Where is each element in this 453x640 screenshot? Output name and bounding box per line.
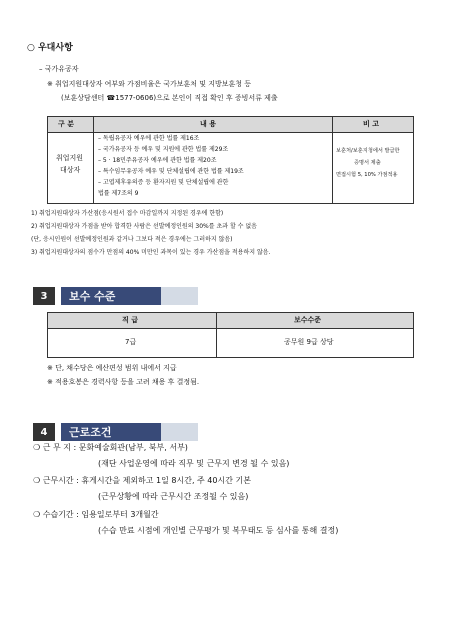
section-title-bar bbox=[161, 287, 198, 305]
table-header-category: 구 분 bbox=[58, 120, 74, 128]
grade-cell: 7급 bbox=[125, 338, 137, 346]
section-number: 3 bbox=[33, 287, 55, 305]
table-header-row bbox=[48, 313, 413, 329]
work-hours-item: ❍ 근무시간 : 휴게시간을 제외하고 1일 8시간, 주 40시간 기본 bbox=[33, 476, 251, 485]
preferential-note-line-2: (보훈상담센터 ☎1577-0606)으로 본인이 직접 확인 후 증빙서류 제출 bbox=[61, 94, 278, 102]
table-header-row bbox=[48, 117, 413, 133]
workplace-detail: (재단 사업운영에 따라 직무 및 근무지 변경 될 수 있음) bbox=[98, 459, 290, 468]
pay-note: ※ 단, 채수당은 예산편성 범위 내에서 지급 bbox=[47, 364, 177, 372]
table-header-remarks: 비 고 bbox=[363, 120, 379, 128]
footnote: 2) 취업지원대상자 가점을 받아 합격한 사람은 선발예정인원의 30%를 초과 할 수 없음 bbox=[31, 223, 257, 230]
table-divider bbox=[332, 117, 333, 203]
remark-line: 보훈처/보훈지청에서 발급한 bbox=[336, 148, 400, 154]
table-header-pay: 보수수준 bbox=[294, 316, 322, 324]
workplace-item: ❍ 근 무 지 : 문화예술회관(남부, 북부, 서부) bbox=[33, 443, 188, 452]
section-number: 4 bbox=[33, 423, 55, 441]
pay-note: ※ 적용호봉은 경력사항 등을 고려 채용 후 결정됨. bbox=[47, 378, 200, 386]
table-header-content: 내 용 bbox=[200, 120, 216, 128]
pay-table bbox=[47, 312, 414, 358]
pay-cell: 공무원 9급 상당 bbox=[284, 338, 334, 346]
table-header-grade: 직 급 bbox=[122, 316, 138, 324]
law-item: – 고엽제후유의증 등 환자지원 및 단체설립에 관한 bbox=[98, 179, 229, 186]
row-label-line-1: 취업지원 bbox=[56, 154, 84, 162]
preferential-subheading: – 국가유공자 bbox=[39, 65, 79, 73]
remark-line: 면접시험 5, 10% 가점적용 bbox=[336, 172, 398, 178]
section-title: 근로조건 bbox=[61, 423, 161, 441]
preferential-heading: ○ 우대사항 bbox=[27, 43, 73, 53]
law-item: – 독립유공자 예우에 관한 법률 제16조 bbox=[98, 135, 200, 142]
preferential-note-line-1: ※ 취업지원대상자 여부와 가점비율은 국가보훈처 및 지방보훈청 등 bbox=[47, 80, 252, 88]
footnote: 1) 취업지원대상자 가산점(응시원서 접수 마감일까지 지정된 경우에 한함) bbox=[31, 210, 224, 217]
probation-item: ❍ 수습기간 : 임용일로부터 3개월간 bbox=[33, 510, 159, 519]
row-label-line-2: 대상자 bbox=[60, 166, 81, 174]
law-item: – 5 · 18민주유공자 예우에 관한 법률 제20조 bbox=[98, 157, 217, 164]
work-hours-detail: (근무상황에 따라 근무시간 조정될 수 있음) bbox=[98, 492, 249, 501]
table-divider bbox=[216, 313, 217, 357]
remark-line: 증명서 제출 bbox=[354, 160, 381, 166]
law-item: – 특수임무유공자 예우 및 단체설립에 관한 법률 제19조 bbox=[98, 168, 244, 175]
preferential-table bbox=[47, 116, 414, 204]
law-item: 법률 제7조의 9 bbox=[98, 190, 139, 197]
footnote: (단, 응시인원이 선발예정인원과 같거나 그보다 적은 경우에는 그러하지 않음) bbox=[31, 236, 233, 243]
footnote: 3) 취업지원대상자의 점수가 만점의 40% 미만인 과목이 있는 경우 가산점을 적용하지 않음. bbox=[31, 249, 271, 256]
law-item: – 국가유공자 등 예우 및 지원에 관한 법률 제29조 bbox=[98, 146, 229, 153]
table-divider bbox=[93, 117, 94, 203]
section-title-bar bbox=[161, 423, 198, 441]
probation-detail: (수습 만료 시점에 개인별 근무평가 및 복무태도 등 심사를 통해 결정) bbox=[98, 526, 339, 535]
section-title: 보수 수준 bbox=[61, 287, 161, 305]
